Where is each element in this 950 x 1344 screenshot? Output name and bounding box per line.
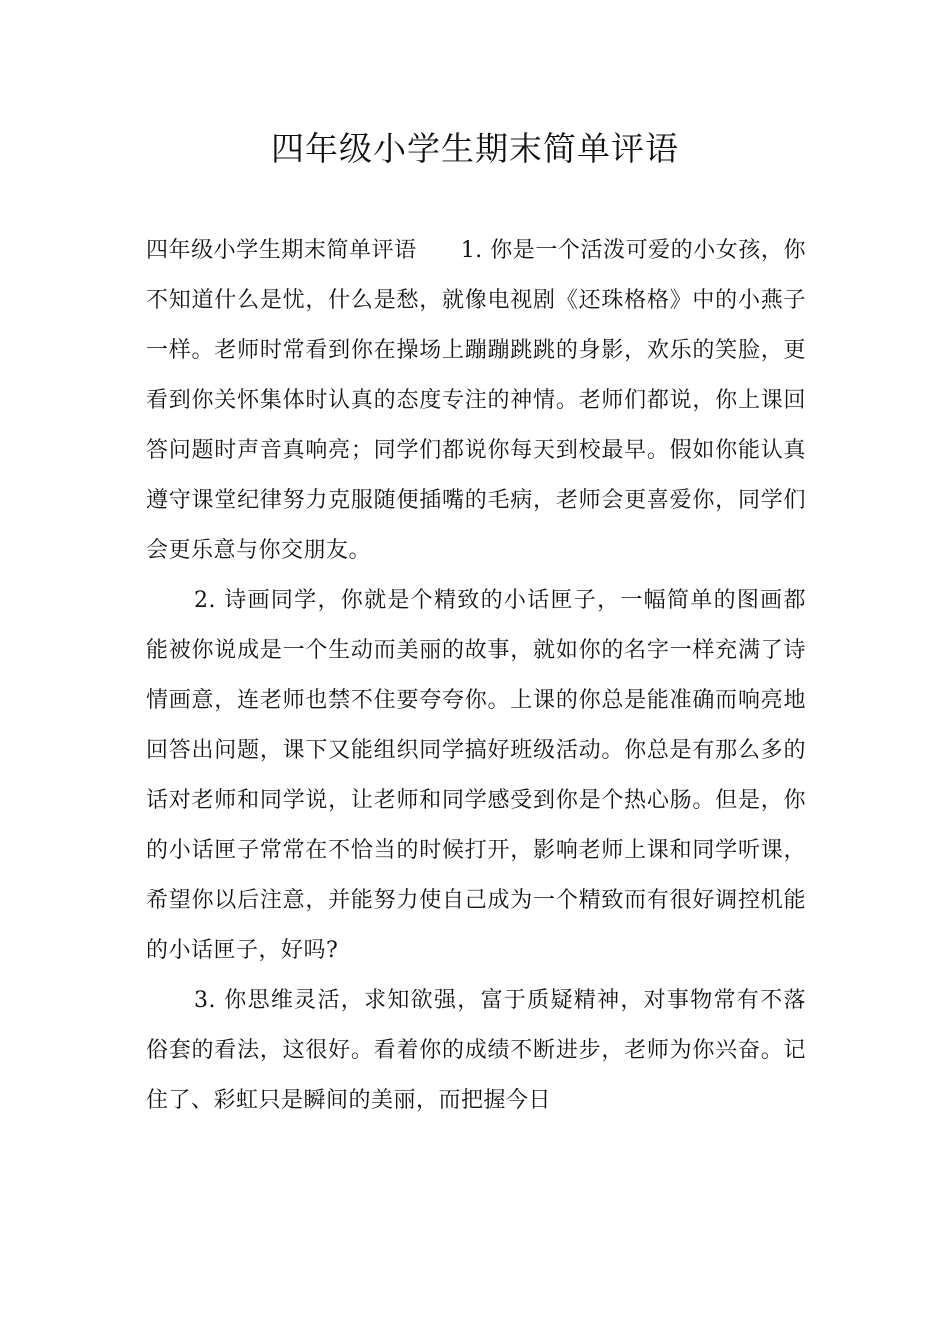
document-body [146,226,806,1126]
paragraph-1 [146,226,806,576]
document-title: 四年级小学生期末简单评语 [271,129,679,168]
paragraph-3: 3. 你思维灵活，求知欲强，富于质疑精神，对事物常有不落俗套的看法，这很好。看着你的成绩不断进步，老师为你兴奋。记住了、彩虹只是瞬间的美丽，而把握今日 [146,988,806,1113]
intro-heading: 四年级小学生期末简单评语 [146,238,417,263]
paragraph-1-text: 1. 你是一个活泼可爱的小女孩，你不知道什么是忧，什么是愁，就像电视剧《还珠格格》中的小燕子一样。老师时常看到你在操场上蹦蹦跳跳的身影，欢乐的笑脸，更看到你关怀集体时认真的态度专注的神情。老师们都说，你上课回答问题时声音真响亮；同学们都说你每天到校最早。假如你能认真遵守课堂纪律努力克服随便插嘴的毛病，老师会更喜爱你，同学们会更乐意与你交朋友。 [146,238,806,563]
paragraph-2: 2. 诗画同学，你就是个精致的小话匣子，一幅简单的图画都能被你说成是一个生动而美丽的故事，就如你的名字一样充满了诗情画意，连老师也禁不住要夸夸你。上课的你总是能准确而响亮地回答出问题，课下又能组织同学搞好班级活动。你总是有那么多的话对老师和同学说，让老师和同学感受到你是个热心肠。但是，你的小话匣子常常在不恰当的时候打开，影响老师上课和同学听课，希望你以后注意，并能努力使自己成为一个精致而有很好调控机能的小话匣子，好吗? [146,588,806,963]
